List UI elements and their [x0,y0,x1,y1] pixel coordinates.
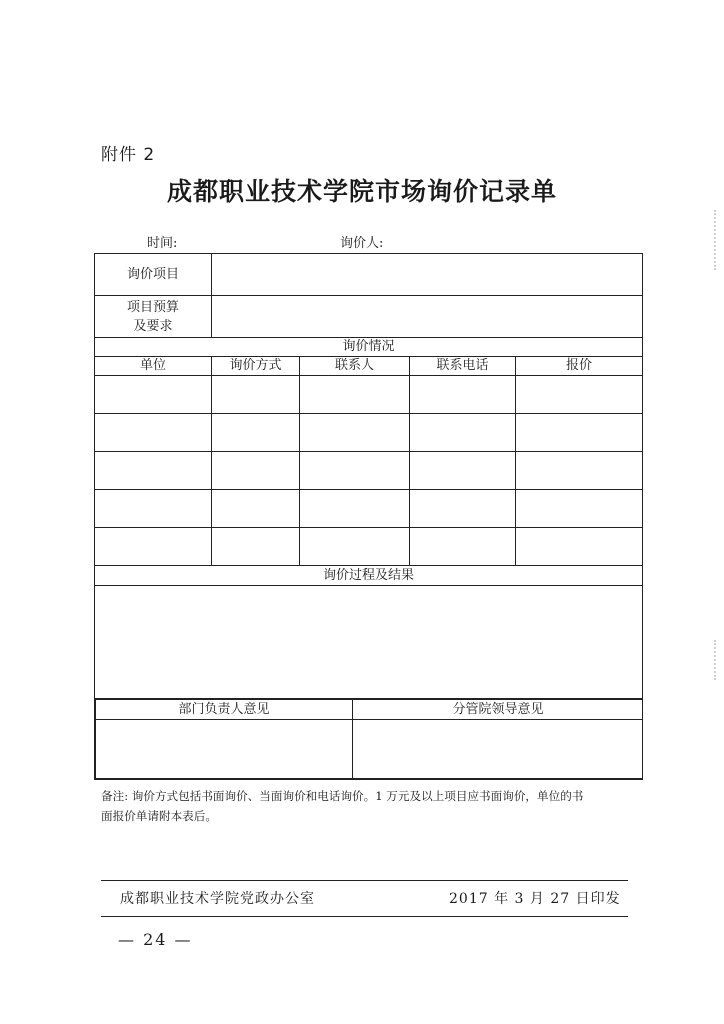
inquiry-record-form [94,253,643,780]
table-row [95,414,643,452]
project-row [95,254,643,296]
col-header-phone: 联系电话 [410,357,516,376]
process-result-field[interactable] [95,586,643,699]
table-cell[interactable] [95,528,212,566]
table-cell[interactable] [212,490,300,528]
col-header-contact: 联系人 [300,357,410,376]
table-cell[interactable] [300,528,410,566]
remark-line-2: 面报价单请附本表后。 [101,809,217,823]
table-row [95,490,643,528]
footer-rule-top [101,880,628,881]
footer-rule-bottom [101,916,628,917]
table-cell[interactable] [300,414,410,452]
table-cell[interactable] [410,528,516,566]
attachment-label: 附件 2 [101,145,156,165]
col-header-unit: 单位 [95,357,212,376]
table-cell[interactable] [516,376,643,414]
table-cell[interactable] [95,376,212,414]
page-title: 成都职业技术学院市场询价记录单 [166,177,557,206]
issue-date: 2017 年 3 月 27 日印发 [449,891,621,907]
budget-label [95,296,212,338]
remark-line-1: 备注: 询价方式包括书面询价、当面询价和电话询价。1 万元及以上项目应书面询价，单位的书 [101,789,584,803]
dept-opinion-field[interactable] [96,720,353,779]
budget-label-line1: 项目预算 [126,299,179,315]
process-section-header: 询价过程及结果 [95,566,643,586]
table-cell[interactable] [212,376,300,414]
table-cell[interactable] [212,414,300,452]
table-cell[interactable] [212,452,300,490]
col-header-quote: 报价 [516,357,643,376]
opinions-table [95,699,643,779]
table-row [95,376,643,414]
table-cell[interactable] [516,452,643,490]
table-cell[interactable] [300,376,410,414]
leader-opinion-field[interactable] [353,720,643,779]
table-cell[interactable] [300,452,410,490]
col-header-method: 询价方式 [212,357,300,376]
inquirer-label: 询价人: [340,236,384,251]
table-cell[interactable] [212,528,300,566]
table-row [95,452,643,490]
table-cell[interactable] [95,490,212,528]
scan-edge-mark [709,640,716,680]
table-cell[interactable] [410,376,516,414]
table-cell[interactable] [300,490,410,528]
table-row [95,528,643,566]
time-label: 时间: [147,236,178,251]
table-cell[interactable] [516,528,643,566]
column-header-row [95,357,643,376]
table-cell[interactable] [410,490,516,528]
budget-field[interactable] [212,296,643,338]
project-field[interactable] [212,254,643,296]
project-label: 询价项目 [95,254,212,296]
page-number: — 24 — [118,930,193,949]
opinions-section [95,699,643,780]
budget-row [95,296,643,338]
budget-label-line2: 及要求 [133,318,173,334]
dept-opinion-label: 部门负责人意见 [96,700,353,720]
inquiry-section-header: 询价情况 [95,338,643,357]
table-cell[interactable] [410,452,516,490]
table-cell[interactable] [95,452,212,490]
issuing-office: 成都职业技术学院党政办公室 [120,891,315,907]
remark-note [101,786,646,826]
table-cell[interactable] [410,414,516,452]
table-cell[interactable] [95,414,212,452]
table-cell[interactable] [516,490,643,528]
leader-opinion-label: 分管院领导意见 [353,700,643,720]
scan-edge-mark [709,210,716,270]
table-cell[interactable] [516,414,643,452]
